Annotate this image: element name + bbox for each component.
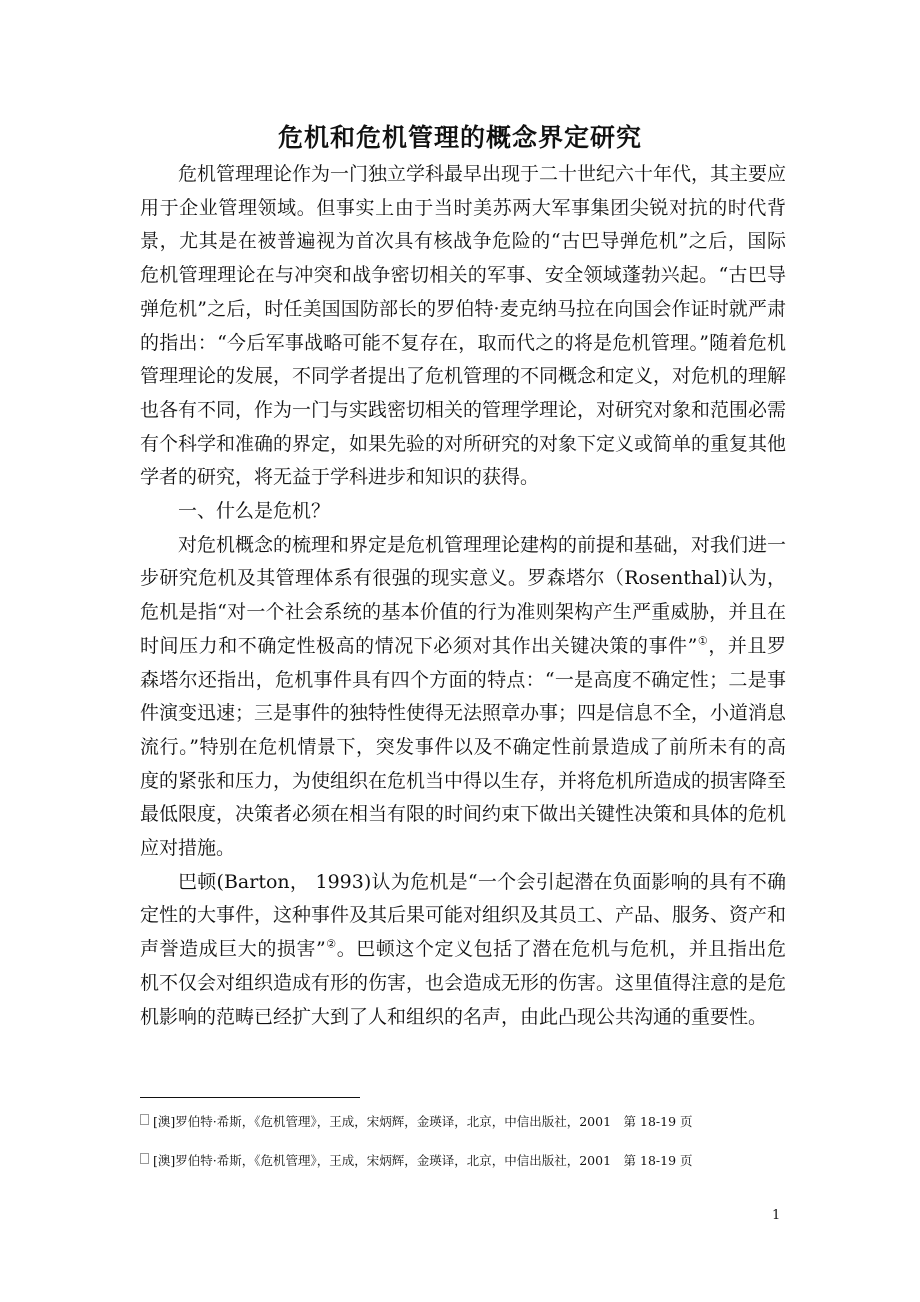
footnote-ref-2[interactable]: ②: [325, 937, 337, 951]
paragraph-barton-text-start: 巴顿(Barton， 1993)认为危机是“一个会引起潜在负面影响的具有不确定性的大事件，这种事件及其后果可能对组织及其员工、产品、服务、资产和声誉造成巨大的损害”: [140, 870, 787, 961]
footnote-2: [140, 1151, 840, 1170]
document-title: 危机和危机管理的概念界定研究: [277, 123, 642, 152]
page-number: 1: [772, 1208, 781, 1223]
paragraph-rosenthal-text-start: 对危机概念的梳理和界定是危机管理理论建构的前提和基础，对我们进一步研究危机及其管理体系有很强的现实意义。罗森塔尔（Rosenthal)认为，危机是指“对一个社会系统的基本价值的行为准则架构产生严重威胁，并且在时间压力和不确定性极高的情况下必须对其作出关键决策的事件”: [140, 533, 787, 657]
footnotes: [140, 1112, 840, 1190]
footnote-marker-icon: [140, 1153, 149, 1164]
footnote-divider: [140, 1097, 360, 1098]
footnote-1-text: [澳]罗伯特·希斯，《危机管理》，王成，宋炳辉，金瑛译，北京，中信出版社，2001 第 18-19 页: [153, 1114, 693, 1129]
paragraph-barton-text-end: 。巴顿这个定义包括了潜在危机与危机，并且指出危机不仅会对组织造成有形的伤害，也会造成无形的伤害。这里值得注意的是危机影响的范畴已经扩大到了人和组织的名声，由此凸现公共沟通的重要性。: [140, 938, 787, 1028]
paragraph-intro: 危机管理理论作为一门独立学科最早出现于二十世纪六十年代，其主要应用于企业管理领域。但事实上由于当时美苏两大军事集团尖锐对抗的时代背景，尤其是在被普遍视为首次具有核战争危险的“古巴导弹危机”之后，国际危机管理理论在与冲突和战争密切相关的军事、安全领域蓬勃兴起。“古巴导弹危机”之后，时任美国国防部长的罗伯特·麦克纳马拉在向国会作证时就严肃的指出：“今后军事战略可能不复存在，取而代之的将是危机管理。”随着危机管理理论的发展，不同学者提出了危机管理的不同概念和定义，对危机的理解也各有不同，作为一门与实践密切相关的管理学理论，对研究对象和范围必需有个科学和准确的界定，如果先验的对所研究的对象下定义或简单的重复其他学者的研究，将无益于学科进步和知识的获得。: [140, 163, 787, 489]
paragraph-barton: [140, 866, 786, 1035]
footnote-marker-icon: [140, 1114, 149, 1125]
section-heading: 一、什么是危机？: [178, 500, 331, 523]
paragraph-rosenthal: [140, 529, 786, 866]
footnote-ref-1[interactable]: ①: [697, 634, 709, 648]
footnote-2-text: [澳]罗伯特·希斯，《危机管理》，王成，宋炳辉，金瑛译，北京，中信出版社，2001 第 18-19 页: [153, 1153, 693, 1168]
footnote-1: [140, 1112, 840, 1131]
document-body: [140, 158, 786, 1034]
paragraph-rosenthal-text-end: ，并且罗森塔尔还指出，危机事件具有四个方面的特点：“一是高度不确定性；二是事件演变迅速；三是事件的独特性使得无法照章办事；四是信息不全，小道消息流行。”特别在危机情景下，突发事件以及不确定性前景造成了前所未有的高度的紧张和压力，为使组织在危机当中得以生存，并将危机所造成的损害降至最低限度，决策者必须在相当有限的时间约束下做出关键性决策和具体的危机应对措施。: [140, 634, 787, 860]
